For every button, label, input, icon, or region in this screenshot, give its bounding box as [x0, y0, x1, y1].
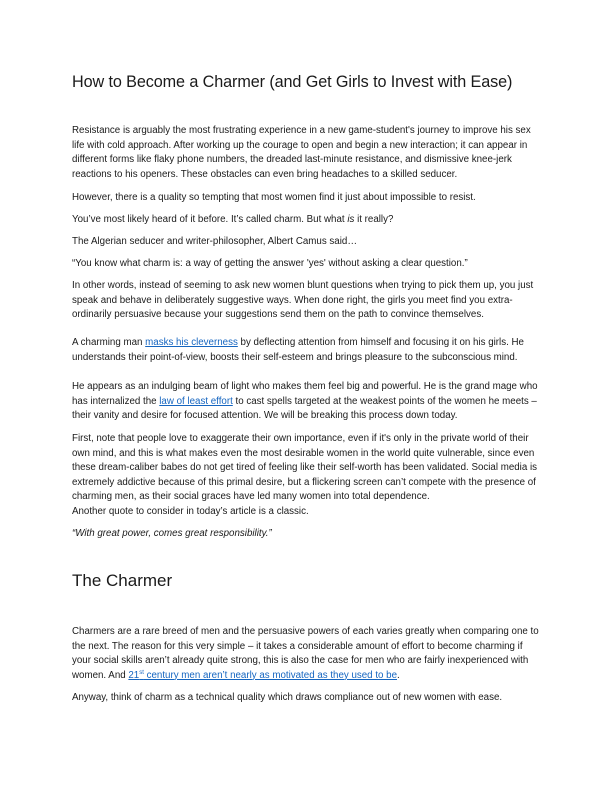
quote-responsibility: “With great power, comes great responsibility.” [72, 528, 272, 539]
link-21st-century-men[interactable] [128, 670, 397, 681]
superscript: st [139, 669, 144, 676]
article-title: How to Become a Charmer (and Get Girls to Invest with Ease) [72, 73, 513, 91]
link-masks-his-cleverness[interactable]: masks his cleverness [145, 337, 238, 348]
link-text: 21 [128, 669, 140, 681]
section-heading: The Charmer [72, 571, 173, 590]
emphasis: is [347, 214, 355, 225]
paragraph [72, 380, 544, 424]
text: . [397, 669, 400, 681]
link-text: century men aren’t nearly as motivated as they used to be [143, 669, 398, 681]
text: Charmers are a rare breed of men and the persuasive powers of each varies greatly when comparing one to the next. The reason for this very simple – it takes a considerable amount of effort to become charming if your social skills aren’t already quite strong, this is also the case for men who are fairly inexperienced with women. And [72, 626, 539, 681]
paragraph: Another quote to consider in today’s article is a classic. [72, 506, 309, 517]
text: to cast spells targeted at the weakest points of the women he meets – their vanity and desire for focused attention. We will be breaking this process down today. [72, 395, 537, 422]
paragraph-intro: Resistance is arguably the most frustrating experience in a new game-student's journey to improve his sex life with cold approach. After working up the courage to open and begin a new interaction; it can appear in different forms like flaky phone numbers, the dreaded last-minute resistance, and dismissive knee-jerk reactions to his openers. These obstacles can even bring headaches to a skilled seducer. [72, 125, 531, 180]
text: You’ve most likely heard of it before. It’s called charm. But what [72, 214, 348, 225]
text: A charming man [72, 337, 146, 348]
quote-camus: “You know what charm is: a way of getting the answer 'yes' without asking a clear question.” [72, 258, 468, 269]
text: by deflecting attention from himself and focusing it on his girls. He understands their point-of-view, boosts their self-esteem and brings pleasure to the subconscious mind. [72, 337, 524, 363]
paragraph: Anyway, think of charm as a technical quality which draws compliance out of new women with ease. [72, 692, 503, 703]
paragraph [72, 625, 544, 683]
paragraph: First, note that people love to exaggerate their own importance, even if it's only in the private world of their own mind, and this is what makes even the most desirable women in the world quite vulnerable, since even these dream-caliber babes do not get tired of feeling like their self-worth has been validated. Social media is extremely addictive because of this primal desire, but a flickering screen can’t compete with the presence of charming men, as their social graces have led many women into total dependence. [72, 433, 538, 503]
paragraph [72, 336, 544, 365]
paragraph: However, there is a quality so tempting that most women find it just about impossible to resist. [72, 192, 476, 203]
text: He appears as an indulging beam of light who makes them feel big and powerful. He is the grand mage who has internalized the [72, 381, 538, 407]
text: it really? [354, 214, 394, 225]
paragraph: In other words, instead of seeming to ask new women blunt questions when trying to pick them up, you just speak and behave in deliberately suggestive ways. When done right, the girls you meet find you extra-ordinarily persuasive because your suggestions send them on the path to convince themselves. [72, 280, 534, 321]
link-law-of-least-effort[interactable]: law of least effort [159, 395, 233, 407]
paragraph: The Algerian seducer and writer-philosopher, Albert Camus said… [72, 236, 358, 247]
paragraph [72, 213, 544, 228]
